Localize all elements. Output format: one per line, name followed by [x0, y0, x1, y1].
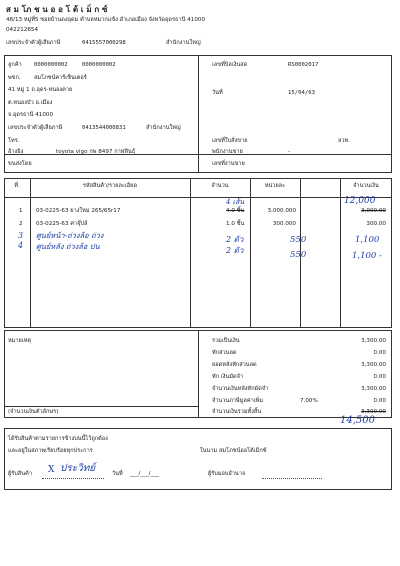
customer-address-3: จ.อุดรธานี 41000	[8, 112, 54, 118]
customer-tax-label: เลขประจำตัวผู้เสียภาษี	[8, 125, 63, 131]
summary-value: 3,300.00	[361, 409, 386, 415]
summary-value: 3,300.00	[361, 386, 386, 392]
po-label: เลขที่ใบสั่งขาย	[212, 138, 248, 144]
summary-value: 3,300.00	[361, 362, 386, 368]
handwritten-row-quantity: 2 ตัว	[226, 246, 244, 255]
handwritten-qty-correction: 4 เส้น	[226, 198, 245, 206]
reference-value: toyota vigo กพ 8497 กาฬสินธุ์	[56, 149, 136, 155]
customer-code: 0000000002	[34, 62, 68, 68]
summary-value: 0.00	[373, 374, 386, 380]
handwritten-row-description: ศูนย์หน้า-ถ่วงล้อ ถ่วง	[36, 231, 104, 240]
summary-value: 0.00	[373, 350, 386, 356]
customer-code-label: ลูกค้า	[8, 62, 22, 68]
handwritten-row-amount: 1,100	[355, 235, 380, 245]
handwritten-total: 14,500	[340, 415, 375, 426]
handwritten-row-number: 4	[18, 241, 24, 250]
row-number: 1	[19, 208, 23, 214]
company-branch: สำนักงานใหญ่	[166, 40, 201, 46]
doc-date: 15/04/63	[288, 90, 315, 96]
row-amount: 300.00	[366, 221, 386, 227]
summary-label: จำนวนเงินรวมทั้งสิ้น	[212, 409, 262, 415]
row-unit-price: 3,000.000	[267, 208, 296, 214]
col-header-description: รหัสสินค้า/รายละเอียด	[82, 183, 138, 189]
job-label: เลขที่งานขาย	[212, 161, 245, 167]
reference-label: อ้างอิง	[8, 149, 24, 155]
doc-date-label: วันที่	[212, 90, 223, 96]
vat-rate: 7.00%	[300, 398, 318, 404]
row-quantity: 1.0 ชิ้น	[226, 221, 245, 227]
customer-tax-id: 0413544000831	[82, 125, 126, 131]
table-header-divider	[4, 197, 392, 198]
col-header-amount: จำนวนเงิน	[353, 183, 379, 189]
customer-phone-label: โทร.	[8, 138, 20, 144]
handwritten-row-quantity: 2 ตัว	[226, 235, 244, 244]
handwritten-row-amount: 1,100 -	[352, 251, 382, 261]
receiver-date-blank: ___/___/___	[130, 471, 159, 477]
company-name: ส ม โภ ช น อ อ โ ต้ เ ม็ ก ซ์	[6, 5, 108, 14]
company-tax-label: เลขประจำตัวผู้เสียภาษี	[6, 40, 61, 46]
handwritten-amount-correction: 12,000	[344, 196, 376, 206]
authorized-label: ผู้รับมอบอำนาจ	[208, 471, 246, 477]
company-address: 48/13 หมู่ที่5 ซอยบ้านดงอุดม ตำบลหมากแข้ง อำเภอเมือง จังหวัดอุดรธานี 41000	[6, 17, 206, 23]
row-quantity: 4.0 ชิ้น	[226, 208, 245, 214]
items-table	[4, 178, 392, 328]
amount-words-label: (จำนวนเงินตัวอักษร)	[8, 409, 59, 415]
handwritten-row-unit-price: 550	[290, 235, 307, 245]
row-unit-price: 300.000	[272, 221, 296, 227]
handwritten-row-description: ศูนย์หลัง ถ่วงล้อ ปน	[36, 242, 100, 251]
credit-label: ลวท.	[338, 138, 351, 144]
summary-label: จำนวนภาษีมูลค่าเพิ่ม	[212, 398, 264, 404]
doc-number-label: เลขที่บิลเงินสด	[212, 62, 248, 68]
customer-address-2: ต.หนองบัว อ.เมือง	[8, 100, 53, 106]
received-text-2: และอยู่ในสภาพเรียบร้อยทุกประการ	[8, 448, 93, 454]
row-amount: 3,000.00	[361, 208, 386, 214]
summary-label: หัก เงินมัดจำ	[212, 374, 244, 380]
receiver-mark: X	[48, 465, 55, 475]
receiver-signature: ประวิทย์	[60, 463, 96, 474]
row-number: 2	[19, 221, 23, 227]
customer-code-2: 0000000002	[82, 62, 116, 68]
receiver-signature-line	[42, 478, 104, 479]
summary-label: รวมเป็นเงิน	[212, 338, 240, 344]
company-phone: 042212654	[6, 27, 39, 33]
received-text-1: ได้รับสินค้าตามรายการข้างบนนี้ไว้ถูกต้อง	[8, 436, 108, 442]
summary-value: 0.00	[373, 398, 386, 404]
doc-number: RS0002017	[288, 62, 319, 68]
summary-label: หักส่วนลด	[212, 350, 237, 356]
customer-address-1: 41 หมู่ 1 ถ.อุดร-หนองคาย	[8, 87, 73, 93]
receiver-date-label: วันที่	[112, 471, 123, 477]
salesman-label: พนักงานขาย	[212, 149, 243, 155]
handwritten-row-unit-price: 550	[290, 250, 307, 260]
summary-label: จำนวนเงินหลังหักมัดจำ	[212, 386, 269, 392]
summary-label: ยอดหลังหักส่วนลด	[212, 362, 257, 368]
remark-label: หมายเหตุ	[8, 338, 32, 344]
summary-value: 3,300.00	[361, 338, 386, 344]
customer-name-label: พขก.	[8, 75, 21, 81]
customer-branch: สำนักงานใหญ่	[146, 125, 181, 131]
col-header-unit-price: หน่วยละ	[264, 183, 286, 189]
shipping-label: ขนส่งโดย	[8, 161, 32, 167]
customer-name: สมโภชน์คาร์เซ็นเตอร์	[34, 75, 87, 81]
col-header-qty: จำนวน	[211, 183, 229, 189]
on-behalf-text: ในนาม สมโภชน์ออโต้เม็กซ์	[200, 448, 267, 454]
receiver-label: ผู้รับสินค้า	[8, 471, 32, 477]
handwritten-row-number: 3	[18, 231, 24, 240]
col-header-no: ที่.	[14, 183, 20, 189]
company-tax-id: 0415557000298	[82, 40, 126, 46]
row-description: 03-0225-63 ค่าจุ๊ปล์	[36, 221, 88, 227]
salesman-value: -	[288, 149, 291, 155]
authorized-signature-line	[262, 478, 322, 479]
row-description: 03-0225-63 ยางใหม่ 265/65r17	[36, 208, 121, 214]
